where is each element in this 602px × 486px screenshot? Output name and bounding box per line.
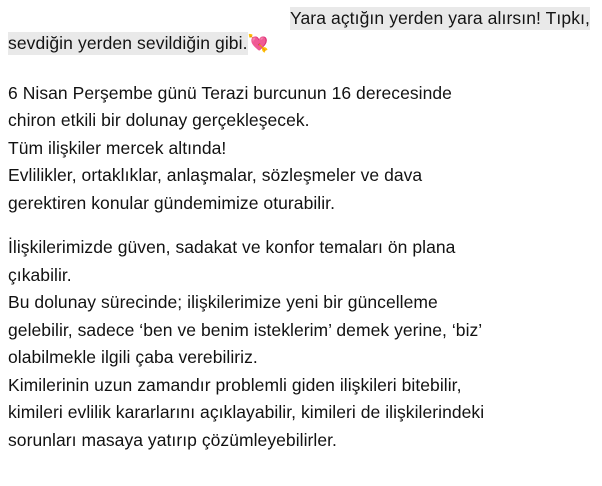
paragraph-1-line-1: 6 Nisan Perşembe günü Terazi burcunun 16 derecesinde <box>8 82 452 103</box>
paragraph-2 <box>8 234 592 454</box>
paragraph-2-line-1: İlişkilerimizde güven, sadakat ve konfor temaları ön plana <box>8 237 456 258</box>
paragraph-2-line-6: Kimilerinin uzun zamandır problemli giden ilişkileri bitebilir, <box>8 374 462 395</box>
highlighted-intro <box>8 6 592 56</box>
paragraph-1 <box>8 80 592 217</box>
paragraph-1-line-3: Tüm ilişkiler mercek altında! <box>8 137 227 158</box>
highlighted-intro-line-2-text: sevdiğin yerden sevildiğin gibi. <box>8 32 248 53</box>
paragraph-2-line-7: kimileri evlilik kararlarını açıklayabilir, kimileri de ilişkilerindeki <box>8 402 485 423</box>
spacer-after-intro <box>8 56 592 80</box>
spacer-between-paragraphs <box>8 217 592 234</box>
highlighted-intro-line-2 <box>8 31 592 56</box>
paragraph-2-line-2: çıkabilir. <box>8 264 72 285</box>
paragraph-1-line-5: gerektiren konular gündemimize oturabilir. <box>8 192 335 213</box>
paragraph-2-line-4: gelebilir, sadece ‘ben ve benim isteklerim’ demek yerine, ‘biz’ <box>8 319 483 340</box>
highlighted-intro-line-1 <box>8 6 592 31</box>
paragraph-2-line-5: olabilmekle ilgili çaba verebiliriz. <box>8 347 258 368</box>
heart-with-arrow-icon: 💘 <box>247 33 269 53</box>
article-body <box>8 80 592 454</box>
paragraph-1-line-2: chiron etkili bir dolunay gerçekleşecek. <box>8 110 310 131</box>
paragraph-1-line-4: Evlilikler, ortaklıklar, anlaşmalar, sözleşmeler ve dava <box>8 165 423 186</box>
paragraph-2-line-3: Bu dolunay sürecinde; ilişkilerimize yeni bir güncelleme <box>8 292 438 313</box>
highlighted-intro-line-1-text: Yara açtığın yerden yara alırsın! Tıpkı, <box>289 8 590 28</box>
paragraph-2-line-8: sorunları masaya yatırıp çözümleyebilirler. <box>8 429 337 450</box>
